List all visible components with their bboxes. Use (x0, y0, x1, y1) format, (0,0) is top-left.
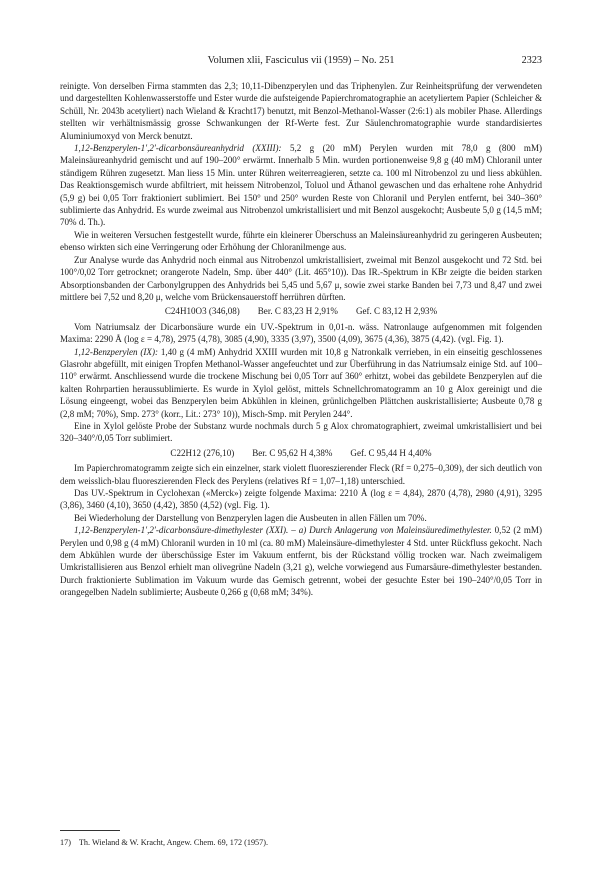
footnote-mark: 17) (60, 838, 71, 847)
footnote-text: Th. Wieland & W. Kracht, Angew. Chem. 69, 172 (1957). (78, 838, 269, 847)
paragraph-text: Wie in weiteren Versuchen festgestellt wurde, führte ein kleinerer Überschuss an Maleinsäureanhydrid zu geringeren Ausbeuten; ebenso wirkten sich eine Verringerung oder Erhöhung der Chloranilmenge aus. (60, 229, 542, 253)
footnote (60, 838, 542, 847)
paragraph (60, 254, 542, 304)
formula-part: Ber. C 95,62 H 4,38% (252, 447, 333, 458)
article-body (60, 80, 542, 599)
paragraph-text: reinigte. Von derselben Firma stammten das 2,3; 10,11-Dibenzperylen und das Triphenylen. Zur Reinheitsprüfung der verwendeten und dargestellten Kohlenwasserstoffe und Ester wurde die aufsteigende Papierchromatographie an acetyliertem Papier (Schleicher & Schüll, Nr. 2043b acetyliert) nach Wieland & Kracht17) benutzt, mit Benzol-Methanol-Wasser (2:6:1) als mobiler Phase. Allerdings stellten wir verhältnismässig grosse Schwankungen der Rf-Werte fest. Zur Säulenchromatographie wurde standardisiertes Aluminiumoxyd von Merck benutzt. (60, 81, 542, 141)
paragraph (60, 80, 542, 142)
paragraph (60, 524, 542, 598)
paragraph-text: Bei Wiederholung der Darstellung von Benzperylen lagen die Ausbeuten in allen Fällen um 70%. (74, 512, 427, 523)
paragraph-text: Eine in Xylol gelöste Probe der Substanz wurde nochmals durch 5 g Alox chromatographiert, zweimal umkristallisiert und bei 320–340°/0,05 Torr sublimiert. (60, 420, 542, 444)
page-number: 2323 (521, 55, 542, 66)
formula-part: Gef. C 95,44 H 4,40% (350, 447, 432, 458)
paragraph-text: Das UV.-Spektrum in Cyclohexan («Merck») zeigte folgende Maxima: 2210 Å (log ε = 4,84), 2870 (4,78), 2980 (4,91), 3295 (3,86), 3460 (4,10), 3650 (4,42), 3850 (4,52) (vgl. Fig. 1). (60, 488, 542, 511)
paragraph (60, 420, 542, 445)
formula-part: C24H10O3 (346,08) (164, 306, 240, 317)
paragraph-lead: 1,12-Benzperylen-1′,2′-dicarbonsäureanhydrid (XXIII): (74, 143, 282, 154)
paragraph-text: 5,2 g (20 mM) Perylen wurden mit 78,0 g (800 mM) Maleinsäureanhydrid gemischt und auf 190–200° erwärmt. Innerhalb 5 Min. wurden portionenweise 9,8 g (40 mM) Chloranil unter ständigem Rühren zugesetzt. Man liess 15 Min. unter Rühren weiterreagieren, setzte ca. 100 ml Nitrobenzol zu und liess abkühlen. Das Reaktionsgemisch wurde abfiltriert, mit heissem Nitrobenzol, Toluol und Äthanol gewaschen und das erhaltene rohe Anhydrid (5,9 g) bei 0,05 Torr fraktioniert sublimiert. Bei 150° und 250° wurden Reste von Chloranil und Perylen entfernt, bei 340–360° sublimierte das Anhydrid. Es wurde zweimal aus Nitrobenzol umkristallisiert und mit Benzol ausgekocht; Ausbeute 5,0 g (14,5 mM; 70% d. Th.). (60, 143, 543, 228)
paragraph (60, 321, 542, 346)
running-header (60, 55, 542, 69)
formula-part: Ber. C 83,23 H 2,91% (257, 306, 338, 317)
paragraph-text: Im Papierchromatogramm zeigte sich ein einzelner, stark violett fluoreszierender Fleck (Rf = 0,275–0,309), der sich deutlich von dem weisslich-blau fluoreszierenden Fleck des Perylens (relatives Rf = 1,07–1,18) unterschied. (60, 463, 542, 486)
formula-part: Gef. C 83,12 H 2,93% (355, 306, 438, 317)
footnote-divider (60, 830, 120, 831)
analysis-formula (60, 447, 542, 459)
paragraph (60, 487, 542, 512)
paragraph-text: Vom Natriumsalz der Dicarbonsäure wurde ein UV.-Spektrum in 0,01-n. wäss. Natronlauge aufgenommen mit folgenden Maxima: 2290 Å (log ε = 4,78), 2975 (4,78), 3085 (4,90), 3335 (3,97), 3500 (4,09), 3675 (4,36), 3875 (4,42). (vgl. Fig. 1). (60, 321, 542, 345)
paragraph-text: 1,40 g (4 mM) Anhydrid XXIII wurden mit 10,8 g Natronkalk verrieben, in ein einseitig geschlossenes Glasrohr abgefüllt, mit einigen Tropfen Methanol-Wasser angefeuchtet und zur Überführung in das Natriumsalz einige Std. auf 100–110° erwärmt. Anschliessend wurde die trockene Mischung bei 0,05 Torr auf 360° erhitzt, wobei das gebildete Benzperylen auf die kalten Rohrpartien heraussublimierte. Es wurde in Xylol gelöst, mittels Schnellchromatogramm an 10 g Alox gereinigt und die Lösung eingeengt, wobei das Benzperylen beim Abkühlen in kleinen, grünlichgelben Plättchen auskristallisierte; Ausbeute 0,78 g (2,8 mM; 70%), Smp. 273° (korr., Lit.: 273° 10)), Misch-Smp. mit Perylen 244°. (60, 346, 542, 419)
paragraph (60, 229, 542, 254)
paragraph (60, 462, 542, 487)
analysis-formula (60, 305, 542, 317)
paragraph (60, 142, 542, 229)
formula-part: C22H12 (276,10) (170, 447, 235, 458)
paragraph-text: 0,52 (2 mM) Perylen und 0,98 g (4 mM) Chloranil wurden in 10 ml (ca. 80 mM) Maleinsäure-dimethylester 4 Std. unter Rückfluss gekocht. Nach dem Abkühlen wurde der überschüssige Ester im Vakuum entfernt, bis der Rückstand völlig trocken war. Nach zweimaligem Umkristallisieren aus Benzol erhielt man olivegrüne Nadeln (3,21 g), welche vorwiegend aus Fumarsäure-dimethylester bestanden. Durch fraktionierte Sublimation im Vakuum wurde das Gemisch getrennt, wobei der gesuchte Ester bei 190–240°/0,05 Torr in orangegelben Nadeln sublimierte; Ausbeute 0,266 g (0,68 mM; 34%). (60, 525, 542, 598)
paragraph-text: Zur Analyse wurde das Anhydrid noch einmal aus Nitrobenzol umkristallisiert, zweimal mit Benzol ausgekocht und 72 Std. bei 100°/0,02 Torr getrocknet; orangerote Nadeln, Smp. über 440° (Lit. 465°10)). Das IR.-Spektrum in KBr zeigte die beiden starken Absorptionsbanden der Carbonylgruppen des Anhydrids bei 5,45 und 5,67 μ, sowie zwei starke Banden bei 7,73 und 8,47 und zwei mittlere bei 7,52 und 8,20 μ, welche vom Brückensauerstoff herrühren dürften. (60, 254, 542, 302)
paragraph (60, 346, 542, 420)
running-head: Volumen xlii, Fasciculus vii (1959) – No. 251 (207, 55, 395, 66)
paragraph-lead: 1,12-Benzperylen (IX): (74, 346, 158, 357)
paragraph (60, 512, 542, 524)
paragraph-lead: 1,12-Benzperylen-1′,2′-dicarbonsäure-dimethylester (XXI). – a) Durch Anlagerung von Maleinsäuredimethylester. (74, 525, 492, 536)
